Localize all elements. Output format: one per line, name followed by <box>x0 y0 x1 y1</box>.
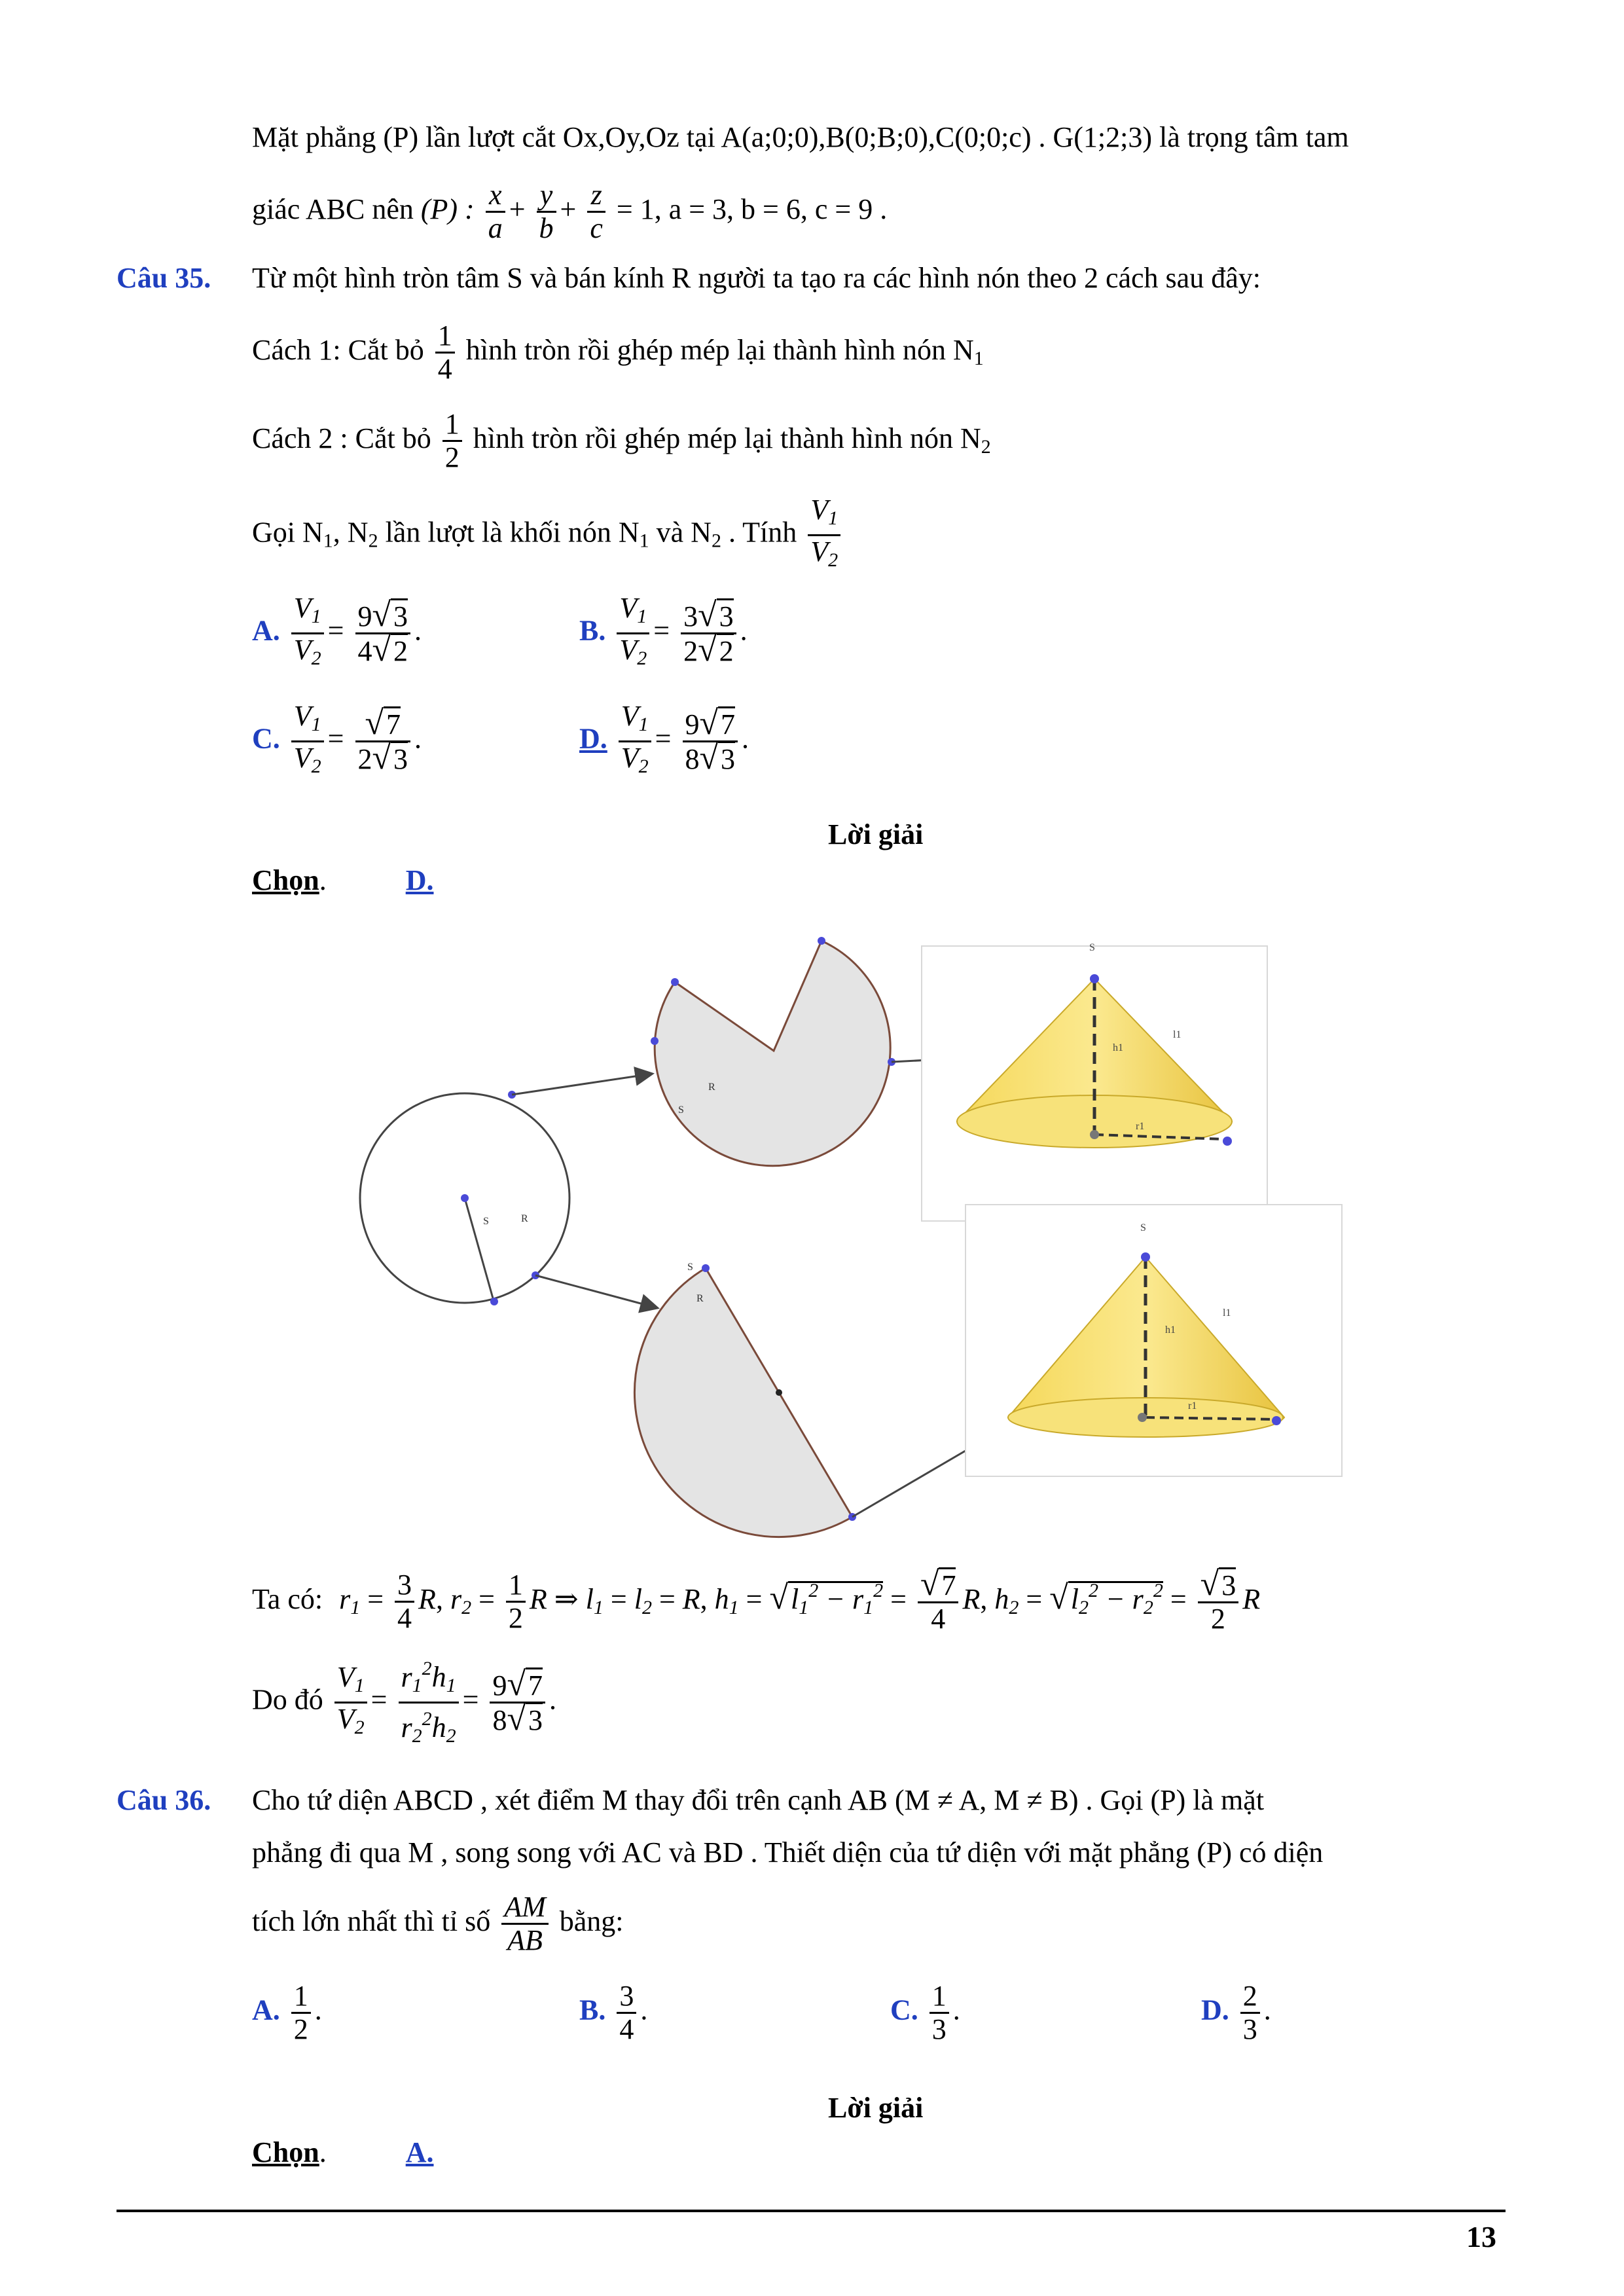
q35-ask: Gọi $N_1$, $N_2$ lần lượt là khối nón $N_1$ và $N_2$ . Tính $\frac{V_1}{V_2}$ <box>252 494 844 577</box>
q36-solution-title: Lời giải <box>828 2092 924 2124</box>
q36-option-d: D. $\frac{2}{3}$ . <box>1201 1980 1271 2045</box>
q35-solution-title: Lời giải <box>828 818 924 850</box>
q35-way1: Cách 1: Cắt bỏ $\frac{1}{4}$ hình tròn rồi ghép mép lại thành hình nón $N_1$ <box>252 319 984 386</box>
q36-line-1: Cho tứ diện ABCD , xét điểm M thay đổi trên cạnh AB (M ≠ A, M ≠ B) . Gọi (P) là mặt <box>252 1784 1265 1816</box>
svg-text:S: S <box>678 1104 684 1116</box>
intro-line-1: Mặt phẳng (P) lần lượt cắt Ox,Oy,Oz tại A(a;0;0),B(0;B;0),C(0;0;c) . G(1;2;3) là trọng tâm tam <box>252 121 1349 153</box>
q35-way2: Cách 2 : Cắt bỏ $\frac{1}{2}$ hình tròn rồi ghép mép lại thành hình nón $N_2$ <box>252 408 991 474</box>
svg-text:S: S <box>483 1216 489 1227</box>
svg-text:h1: h1 <box>1113 1042 1123 1053</box>
svg-text:h1: h1 <box>1165 1324 1176 1336</box>
sector-three-quarter <box>655 941 890 1166</box>
page-number: 13 <box>1466 2220 1496 2253</box>
intro-line-2: giác ABC nên (P) : $\frac{x}{a}$ + $\frac{y}{b}$ + $\frac{z}{c}$ = 1, a = 3, b = 6, c = 9 . <box>252 179 888 245</box>
q36-option-a: A. $\frac{1}{2}$ . <box>252 1980 322 2045</box>
q36-choose: Chọn. A. <box>252 2136 434 2168</box>
q35-option-b: B. $\frac{V_1}{V_2}$ = $\frac{3√3}{2√2}$ . <box>579 592 748 669</box>
svg-text:R: R <box>696 1293 704 1304</box>
q35-label: Câu 35. <box>117 262 211 294</box>
footer-rule <box>117 2210 1506 2212</box>
q35-working-line: Ta có: $r_1$ = $\frac{3}{4}$ R, $r_2$ = $\frac{1}{2}$ R ⇒ $l_1 = l_2 = R$, $h_1 = √l_1^2 - r_1^2$ = $\frac{√7}{4}$ R, $h_2 = √l_2^2 - r_2^2$ = $\frac{√3}{2}$ R <box>252 1565 1261 1635</box>
q35-option-d: D. $\frac{V_1}{V_2}$ = $\frac{9√7}{8√3}$ . <box>579 700 749 777</box>
q35-option-c: C. $\frac{V_1}{V_2}$ = $\frac{√7}{2√3}$ . <box>252 700 422 777</box>
q36-label: Câu 36. <box>117 1784 211 1816</box>
svg-text:r1: r1 <box>1136 1121 1145 1132</box>
q36-line-2: phẳng đi qua M , song song với AC và BD . Thiết diện của tứ diện với mặt phẳng (P) có diện <box>252 1836 1324 1868</box>
svg-text:l1: l1 <box>1223 1307 1231 1319</box>
svg-text:S: S <box>687 1262 693 1273</box>
svg-text:S: S <box>1089 942 1095 953</box>
svg-text:r1: r1 <box>1188 1400 1197 1412</box>
q35-option-a: A. $\frac{V_1}{V_2}$ = $\frac{9√3}{4√2}$ . <box>252 592 422 669</box>
q36-line-3: tích lớn nhất thì tỉ số $\frac{AM}{AB}$ bằng: <box>252 1891 624 1957</box>
svg-text:S: S <box>1140 1222 1146 1233</box>
q36-option-b: B. $\frac{3}{4}$ . <box>579 1980 648 2045</box>
q35-choose: Chọn. D. <box>252 864 434 896</box>
sector-half <box>634 1268 852 1537</box>
q36-option-c: C. $\frac{1}{3}$ . <box>890 1980 960 2045</box>
q35-conclusion-line: Do đó $\frac{V_1}{V_2}$ = $\frac{r_1^2h_1}{r_2^2h_2}$ = $\frac{9√7}{8√3}$ . <box>252 1653 556 1752</box>
svg-text:R: R <box>708 1082 715 1093</box>
svg-text:l1: l1 <box>1173 1029 1182 1040</box>
svg-text:R: R <box>521 1213 528 1224</box>
q35-stem: Từ một hình tròn tâm S và bán kính R người ta tạo ra các hình nón theo 2 cách sau đây: <box>252 262 1261 294</box>
